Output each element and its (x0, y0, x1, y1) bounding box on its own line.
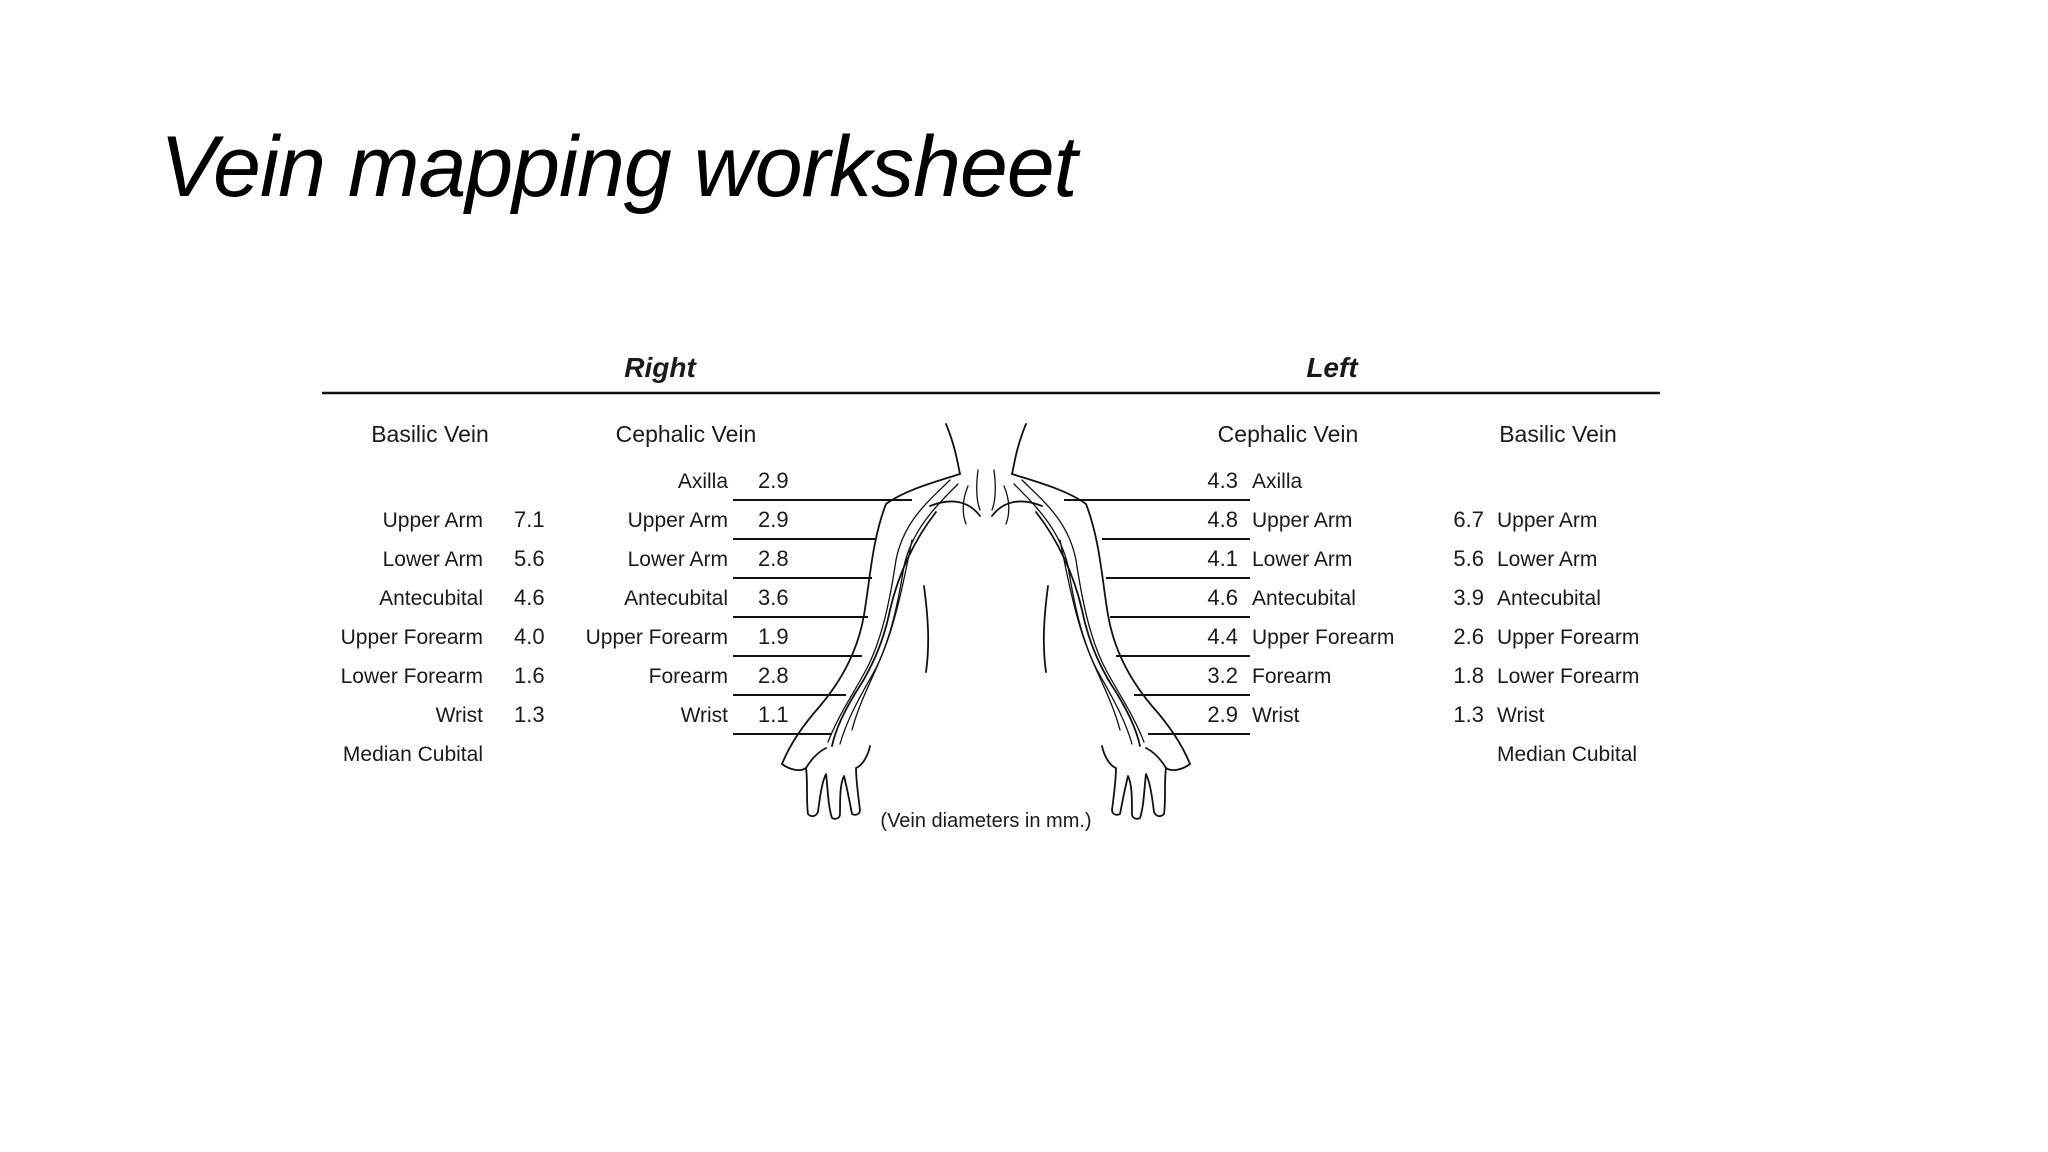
row-label: Axilla (1252, 470, 1303, 493)
row-label: Upper Forearm (340, 626, 483, 649)
row-value: 2.6 (1453, 624, 1484, 649)
row-label: Antecubital (624, 587, 728, 610)
row-value: 3.9 (1453, 585, 1484, 610)
row-value: 4.8 (1207, 507, 1238, 532)
row-label: Lower Arm (1497, 548, 1598, 571)
row-value: 7.1 (514, 507, 545, 532)
row-value: 4.4 (1207, 624, 1238, 649)
right-cephalic-column (586, 468, 789, 727)
row-label: Lower Arm (1252, 548, 1353, 571)
row-label: Lower Forearm (340, 665, 483, 688)
row-value: 4.6 (1207, 585, 1238, 610)
row-value: 5.6 (514, 546, 545, 571)
row-label: Antecubital (1497, 587, 1601, 610)
row-value: 1.3 (1453, 702, 1484, 727)
row-label: Lower Arm (627, 548, 728, 571)
row-label: Lower Arm (382, 548, 483, 571)
column-header-right-cephalic: Cephalic Vein (615, 421, 757, 447)
row-label: Upper Arm (1497, 509, 1598, 532)
row-value: 2.8 (758, 546, 789, 571)
arms-anatomy-illustration (782, 424, 1190, 819)
row-label: Lower Forearm (1497, 665, 1640, 688)
row-label: Wrist (1252, 704, 1300, 727)
row-value: 3.2 (1207, 663, 1238, 688)
row-label: Antecubital (1252, 587, 1356, 610)
row-value: 4.0 (514, 624, 545, 649)
slide-title: Vein mapping worksheet (160, 119, 1077, 215)
row-label: Antecubital (379, 587, 483, 610)
row-label: Wrist (435, 704, 483, 727)
row-label: Upper Forearm (585, 626, 728, 649)
left-leader-lines (1064, 500, 1250, 734)
row-value: 1.6 (514, 663, 545, 688)
row-label: Wrist (1497, 704, 1545, 727)
row-value: 4.3 (1207, 468, 1238, 493)
row-value: 1.3 (514, 702, 545, 727)
row-value: 1.9 (758, 624, 789, 649)
row-label: Axilla (677, 470, 728, 493)
row-label: Upper Arm (1252, 509, 1353, 532)
row-value: 2.8 (758, 663, 789, 688)
column-header-left-cephalic: Cephalic Vein (1217, 421, 1359, 447)
row-value: 2.9 (1207, 702, 1238, 727)
row-value: 3.6 (758, 585, 789, 610)
row-value: 2.9 (758, 468, 789, 493)
row-label: Forearm (1252, 665, 1332, 688)
row-label: Upper Forearm (1497, 626, 1640, 649)
diagram-caption: (Vein diameters in mm.) (880, 810, 1092, 832)
row-label: Forearm (648, 665, 728, 688)
row-value: 2.9 (758, 507, 789, 532)
column-header-left-basilic: Basilic Vein (1499, 421, 1617, 447)
side-label-left: Left (1306, 352, 1358, 383)
row-value: 4.1 (1207, 546, 1238, 571)
left-basilic-column (1453, 507, 1639, 766)
row-label: Upper Forearm (1252, 626, 1395, 649)
row-label: Median Cubital (342, 743, 483, 766)
row-value: 4.6 (514, 585, 545, 610)
row-value: 1.1 (758, 702, 789, 727)
row-value: 1.8 (1453, 663, 1484, 688)
row-value: 5.6 (1453, 546, 1484, 571)
side-label-right: Right (624, 352, 696, 383)
row-label: Wrist (680, 704, 728, 727)
row-label: Upper Arm (627, 509, 728, 532)
row-label: Upper Arm (382, 509, 483, 532)
left-cephalic-column (1207, 468, 1394, 727)
right-basilic-column (341, 507, 545, 766)
row-value: 6.7 (1453, 507, 1484, 532)
row-label: Median Cubital (1497, 743, 1638, 766)
column-header-right-basilic: Basilic Vein (371, 421, 489, 447)
